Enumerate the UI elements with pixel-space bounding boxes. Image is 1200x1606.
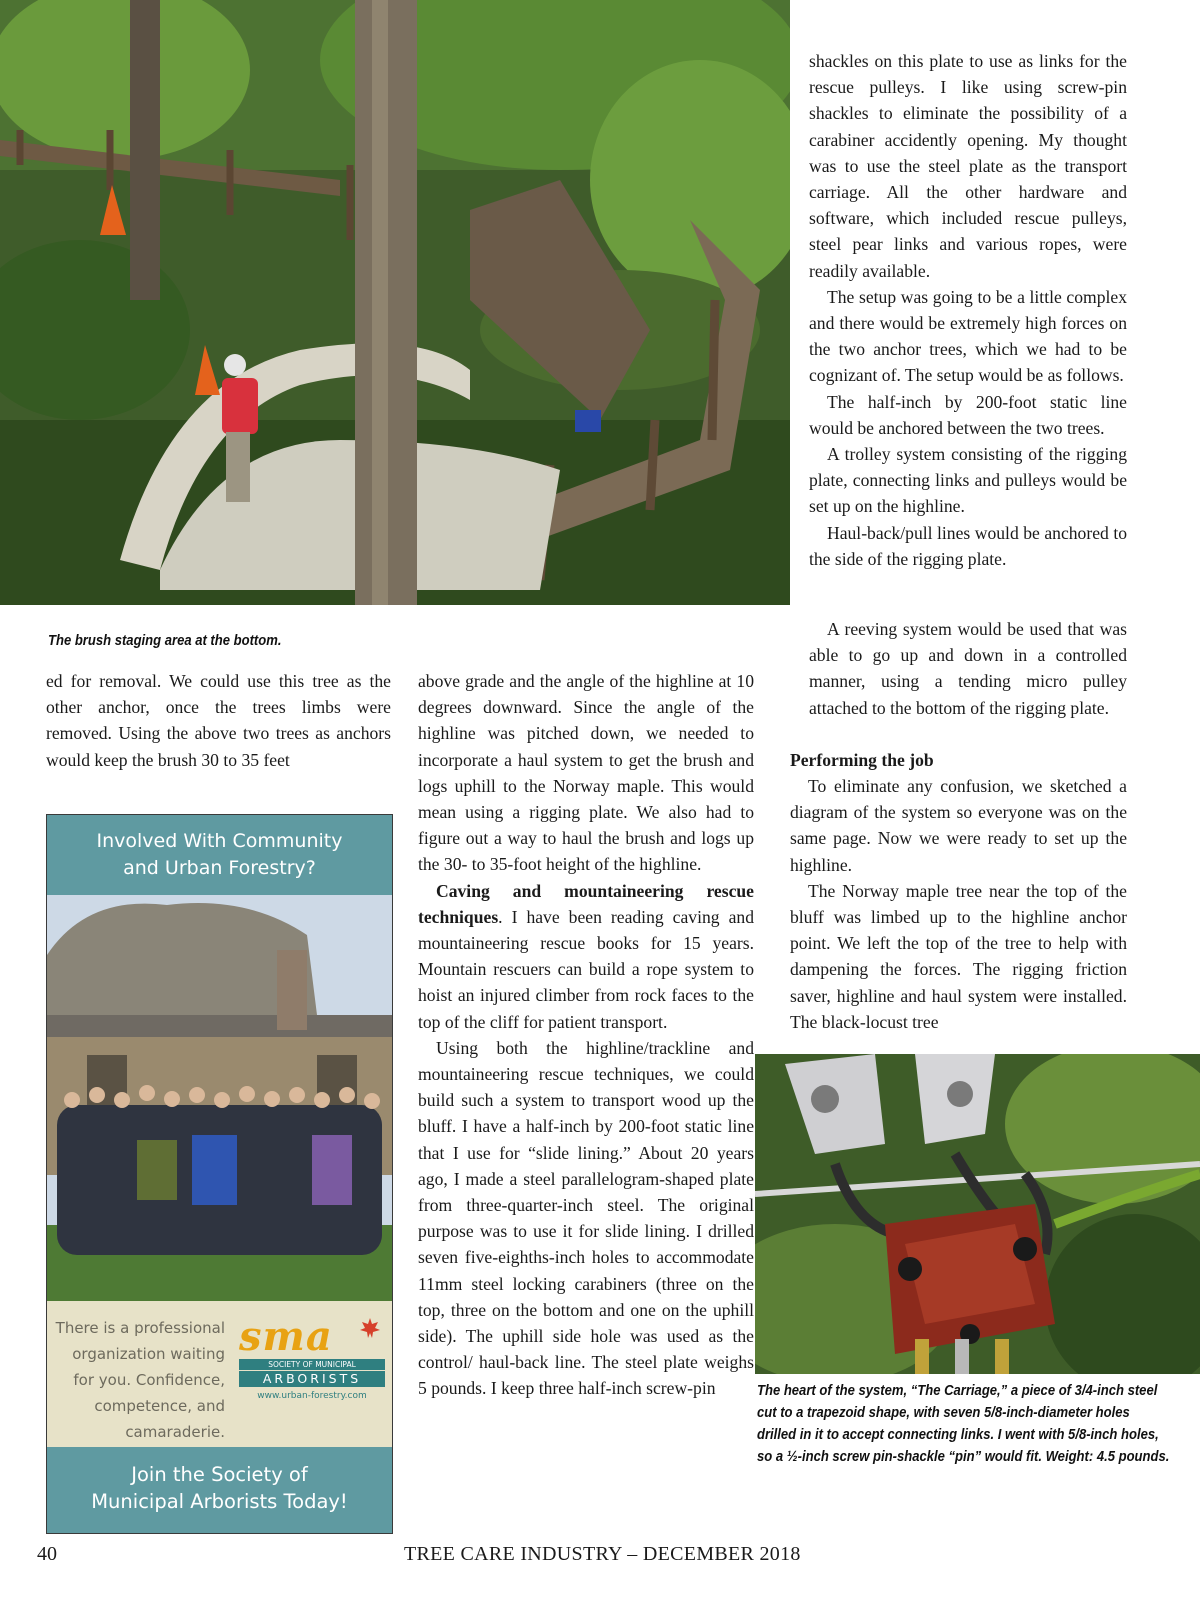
tagline-line: for you. Confidence, (73, 1371, 225, 1389)
tagline-line: camaraderie. (125, 1423, 225, 1441)
ad-info-panel (47, 1301, 392, 1447)
column-middle (418, 668, 754, 1402)
tagline-line: competence, and (94, 1397, 225, 1415)
sma-logo-text: sma (239, 1313, 333, 1360)
ad-cta-line: Join the Society of (131, 1463, 308, 1486)
paragraph: Using both the highline/trackline and mountaineering rescue techniques, we could build such a system to transport wood up the bluff. I have a half-inch by 200-foot static line that I use for “slide lining.” About 20 years ago, I made a steel parallelogram-shaped plate from three-quarter-inch steel. The original purpose was to use it for slide lining. I drilled seven five-eighths-inch holes to accommodate 11mm steel locking carabiners (three on the top, three on the bottom and one on the uphill side). The uphill side hole was used as the control/ haul-back line. The steel plate weighs 5 pounds. I keep three half-inch screw-pin (418, 1037, 754, 1399)
paragraph: ed for removal. We could use this tree as the other anchor, once the trees limbs were removed. Using the above two trees as anchors would keep the brush 30 to 35 feet (46, 671, 391, 770)
paragraph: shackles on this plate to use as links for the rescue pulleys. I like using screw-pin shackles to eliminate the possibility of a carabiner accidently opening. My thought was to use the steel plate as the transport carriage. All the other hardware and software, which included rescue pulleys, steel pear links and various ropes, were readily available. (809, 51, 1127, 281)
paragraph (418, 878, 754, 1035)
top-photo-caption: The brush staging area at the bottom. (48, 633, 282, 649)
section-heading: Performing the job (790, 749, 934, 770)
column-right-lower (790, 616, 1127, 1035)
paragraph: The half-inch by 200-foot static line would be anchored between the two trees. (809, 391, 1127, 438)
paragraph: The Norway maple tree near the top of the bluff was limbed up to the highline anchor point. We left the top of the tree to help with dampening the forces. The rigging friction saver, highline and haul system were installed. The black-locust tree (790, 880, 1127, 1032)
paragraph-body: . I have been reading caving and mountaineering rescue books for 15 years. Mountain rescuers can build a rope system to hoist an injured climber from rock faces to the top of the cliff for patient transport. (418, 906, 754, 1032)
maple-leaf-icon (359, 1317, 381, 1339)
tagline-line: organization waiting (72, 1345, 225, 1363)
paragraph: To eliminate any confusion, we sketched a diagram of the system so everyone was on the same page. Now we were ready to set up the highline. (790, 776, 1127, 875)
column-left (46, 668, 391, 773)
ad-header (47, 815, 392, 895)
subheading: Caving and mountaineering rescue techniques (418, 880, 754, 927)
carriage-photo (755, 1054, 1200, 1374)
ad-headline: and Urban Forestry? (123, 857, 316, 879)
paragraph: The setup was going to be a little complex and there would be extremely high forces on the two anchor trees, which we had to be cognizant of. The setup would be as follows. (809, 286, 1127, 386)
paragraph: A reeving system would be used that was able to go up and down in a controlled manner, using a tending micro pulley attached to the bottom of the rigging plate. (809, 619, 1127, 718)
paragraph: A trolley system consisting of the rigging plate, connecting links and pulleys would be set up on the highline. (809, 444, 1127, 517)
sma-logo (239, 1313, 385, 1401)
sma-website-link[interactable]: www.urban-forestry.com (257, 1391, 367, 1401)
ad-cta-line: Municipal Arborists Today! (91, 1490, 348, 1513)
sma-advertisement[interactable] (46, 814, 393, 1534)
carriage-photo-caption: The heart of the system, “The Carriage,” a piece of 3/4-inch steel cut to a trapezoid shape, with seven 5/8-inch-diameter holes drilled in it to accept connecting links. I went with 5/8-inch holes, so a ½-inch screw pin-shackle “pin” would fit. Weight: 4.5 pounds. (757, 1383, 1170, 1465)
tagline-line: There is a professional (55, 1319, 225, 1337)
sma-logo-line1: SOCIETY OF MUNICIPAL (239, 1359, 385, 1370)
ad-tagline (55, 1315, 225, 1445)
ad-call-to-action[interactable] (47, 1447, 392, 1533)
page-number: 40 (37, 1543, 57, 1565)
ad-group-photo (47, 895, 392, 1301)
paragraph: above grade and the angle of the highline at 10 degrees downward. Since the angle of the highline was pitched down, we needed to incorporate a haul system to get the brush and logs uphill to the Norway maple. This would mean using a rigging plate. We also had to figure out a way to haul the brush and logs up the 30- to 35-foot height of the highline. (418, 671, 754, 875)
column-right-upper (809, 48, 1127, 572)
ad-headline: Involved With Community (96, 830, 343, 852)
publication-footer: TREE CARE INDUSTRY – DECEMBER 2018 (404, 1543, 801, 1565)
brush-staging-photo (0, 0, 790, 605)
paragraph: Haul-back/pull lines would be anchored to the side of the rigging plate. (809, 522, 1127, 569)
sma-logo-line2: ARBORISTS (239, 1371, 385, 1387)
